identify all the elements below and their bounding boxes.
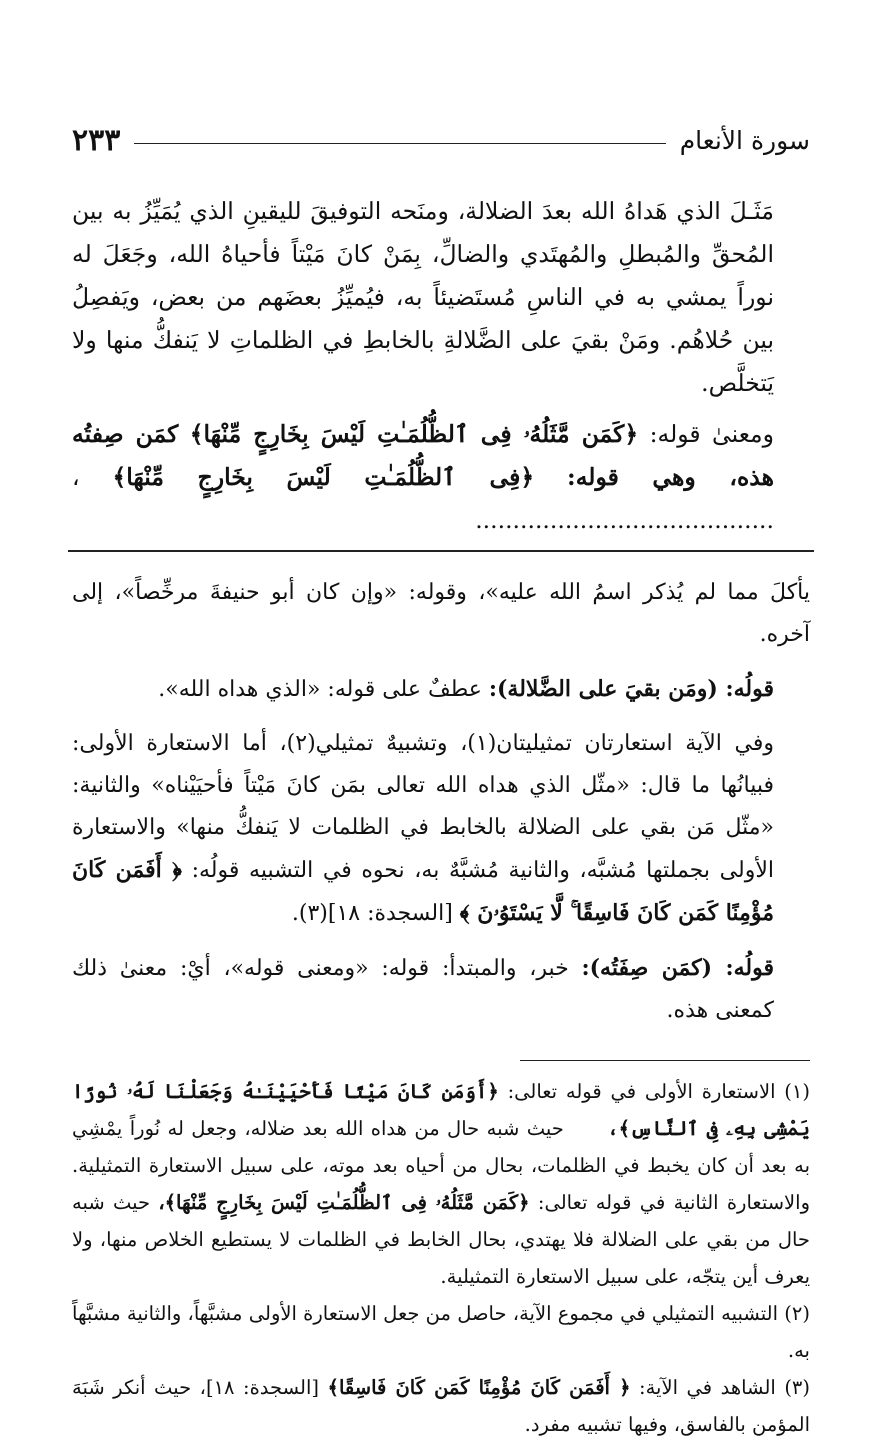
footnote-text: (١) الاستعارة الأولى في قوله تعالى:	[507, 1080, 810, 1103]
commentary-text: خبر، والمبتدأ: قوله: «ومعنى قوله»، أيْ: معنىٰ ذلك كمعنى هذه.	[72, 956, 774, 1023]
quran-quote: ﴿فِى ٱلظُّلُمَـٰتِ لَيْسَ بِخَارِجٍ مِّنْهَا﴾	[112, 463, 535, 491]
commentary-text: عطفٌ على قوله: «الذي هداه الله».	[158, 677, 482, 702]
para2-mid: كمَن صِفتُه هذه، وهي قوله:	[72, 420, 774, 491]
main-text	[72, 190, 810, 542]
main-paragraph-2	[72, 413, 810, 542]
quran-reference: [السجدة: ١٨](٣).	[291, 901, 453, 926]
quran-quote: ﴿ أَفَمَن كَانَ مُؤْمِنًا كَمَن كَانَ فَاسِقًا ۚ لَّا يَسْتَوُۥنَ ﴾	[72, 857, 774, 926]
page	[72, 118, 810, 1443]
commentary-paragraph-3	[72, 723, 810, 935]
commentary-lemma: قولُه: (ومَن بقيَ على الضَّلالة):	[488, 676, 774, 702]
quran-quote: ﴿ أَفَمَن كَانَ مُؤْمِنًا كَمَن كَانَ فَاسِقًا﴾	[327, 1376, 631, 1399]
page-number: ٢٣٣	[72, 122, 121, 158]
footnote-rule	[520, 1060, 810, 1061]
quran-quote: ﴿كَمَن مَّثَلُهُۥ فِى ٱلظُّلُمَـٰتِ لَيْسَ بِخَارِجٍ مِّنْهَا﴾	[189, 420, 639, 448]
main-paragraph-1: مَثَـلَ الذي هَداهُ الله بعدَ الضلالة، ومنَحه التوفيقَ لليقينِ الذي يُمَيِّزُ به بين المُحقِّ والمُبطلِ والمُهتَدي والضالِّ، بِمَنْ كانَ مَيْتاً فأحياهُ الله، وجَعَلَ له نوراً يمشي به في الناسِ مُستَضيئاً به، فيُميِّزُ بعضَهم من بعض، ويَفصِلُ بين حُلاهُم. ومَنْ بقيَ على الضَّلالةِ بالخابطِ في الظلماتِ لا يَنفكُّ منها ولا يَتخلَّص.	[72, 197, 774, 397]
commentary	[72, 572, 810, 1032]
para2-lead: ومعنىٰ قوله:	[649, 420, 774, 448]
footnote-text: [السجدة: ١٨]، حيث أنكر شَبَهَ المؤمن بالفاسق، وفيها تشبيه مفرد.	[72, 1376, 810, 1436]
main-separator	[68, 550, 814, 552]
footnotes	[72, 1073, 810, 1443]
footnote-text: حيث شبه حال من هداه الله بعد ضلاله، وجعل له نُوراً يمْشِي به بعد أن كان يخبط في الظلمات، بحال من أحياه بعد موته، على سبيل الاستعارة التمثيلية. والاستعارة الثانية في قوله تعالى:	[72, 1117, 811, 1214]
running-header	[72, 118, 810, 162]
footnote-text: (٣) الشاهد في الآية:	[639, 1376, 811, 1399]
quran-quote: ﴿كَمَن مَّثَلُهُۥ فِى ٱلظُّلُمَـٰتِ لَيْسَ بِخَارِجٍ مِّنْهَا﴾،	[158, 1191, 530, 1214]
commentary-text: وفي الآية استعارتان تمثيليتان(١)، وتشبيهٌ تمثيلي(٢)، أما الاستعارة الأولى: فبيانُها ما قال: «مثّل الذي هداه الله تعالى بمَن كانَ مَيْتاً فأحيَيْناه» والثانية: «مثّل مَن بقي على الضلالة بالخابط في الظلمات لا يَنفكُّ منها» والاستعارة الأولى بجملتها مُشبَّه، والثانية مُشبَّهٌ به، نحوه في التشبيه قولُه:	[72, 731, 775, 883]
footnote-text: حيث شبه حال من بقي على الضلالة فلا يهتدي، بحال الخابط في الظلمات لا يستطيع الخلاص منها، ولا يعرف أين يتجّه، على سبيل الاستعارة التمثيلية.	[72, 1191, 810, 1288]
commentary-paragraph-4	[72, 947, 810, 1032]
commentary-lemma: قولُه: (كمَن صِفَتُه):	[581, 955, 774, 981]
header-rule	[134, 143, 665, 144]
footnote-3	[72, 1369, 810, 1443]
para2-dots: ، ........................................	[72, 463, 774, 534]
commentary-paragraph-2	[72, 668, 810, 711]
quran-quote: ﴿أَوَمَن كَانَ مَيْتًا فَأَحْيَيْنَـٰهُ وَجَعَلْنَا لَهُۥ نُورًا يَمْشِى بِهِۦ فِى ٱلنَّاسِ﴾،	[72, 1080, 810, 1140]
commentary-paragraph-1: يأكلَ مما لم يُذكر اسمُ الله عليه»، وقوله: «وإن كان أبو حنيفةَ مرخِّصاً»، إلى آخره.	[72, 580, 810, 647]
footnote-1	[72, 1073, 810, 1295]
surah-title: سورة الأنعام	[679, 125, 810, 155]
footnote-2: (٢) التشبيه التمثيلي في مجموع الآية، حاصل من جعل الاستعارة الأولى مشبَّهاً، والثانية مشبَّهاً به.	[72, 1302, 810, 1362]
